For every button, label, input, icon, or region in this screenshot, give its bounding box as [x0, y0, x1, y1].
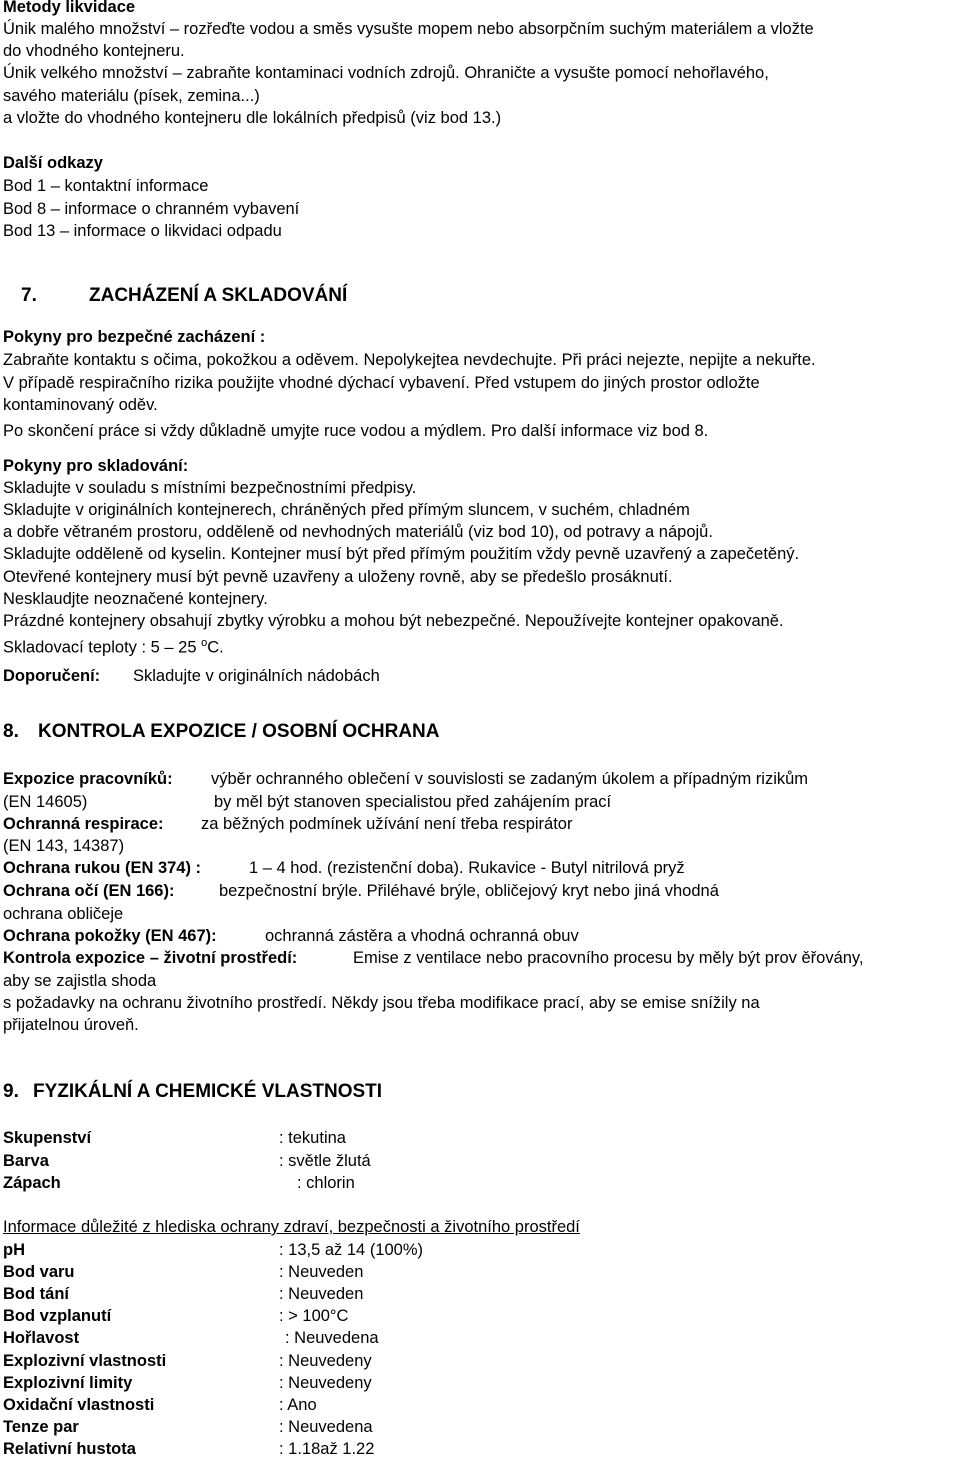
environment-label: Kontrola expozice – životní prostředí:: [3, 949, 298, 967]
respiration-standard: (EN 143, 14387): [3, 837, 125, 855]
handling-line-4: Po skončení práce si vždy důkladně umyjte ruce vodou a mýdlem. Pro další informace viz bod 8.: [3, 422, 709, 440]
section-9-number: 9.: [3, 1081, 19, 1102]
methods-line-5: a vložte do vhodného kontejneru dle lokálních předpisů (viz bod 13.): [3, 109, 502, 127]
methods-line-4: savého materiálu (písek, zemina...): [3, 87, 260, 105]
section-7-number: 7.: [21, 285, 37, 306]
skin-protection-value: ochranná zástěra a vhodná ochranná obuv: [265, 927, 579, 945]
prop-value: : světle žlutá: [279, 1152, 371, 1170]
environment-value-4: přijatelnou úroveň.: [3, 1016, 139, 1034]
handling-line-3: kontaminovaný oděv.: [3, 396, 158, 414]
storage-temp-unit: C.: [207, 638, 224, 657]
prop-value: : > 100°C: [279, 1307, 349, 1325]
exposure-value-2: by měl být stanoven specialistou před zahájením prací: [214, 793, 612, 811]
storage-temperature: [3, 632, 224, 659]
environment-value: Emise z ventilace nebo pracovního procesu by měly být prov ěřovány,: [353, 949, 864, 967]
storage-line-3: a dobře větraném prostoru, odděleně od nevhodných materiálů (viz bod 10), od potravy a nápojů.: [3, 523, 713, 541]
prop-value: : Neuveden: [279, 1263, 364, 1281]
prop-label: Oxidační vlastnosti: [3, 1396, 155, 1414]
prop-label: Explozivní limity: [3, 1374, 133, 1392]
eye-protection-value: bezpečnostní brýle. Přiléhavé brýle, obličejový kryt nebo jiná vhodná: [219, 882, 719, 900]
refs-title: Další odkazy: [3, 154, 103, 172]
exposure-label: Expozice pracovníků:: [3, 770, 173, 788]
hand-protection-label: Ochrana rukou (EN 374) :: [3, 859, 202, 877]
prop-label: Bod tání: [3, 1285, 69, 1303]
exposure-value: výběr ochranného oblečení v souvislosti se zadaným úkolem a případným rizikům: [211, 770, 809, 788]
refs-line-2: Bod 8 – informace o chranném vybavení: [3, 200, 300, 218]
section-9-title: FYZIKÁLNÍ A CHEMICKÉ VLASTNOSTI: [33, 1081, 383, 1102]
prop-value: : Ano: [279, 1396, 317, 1414]
environment-value-3: s požadavky na ochranu životního prostředí. Někdy jsou třeba modifikace prací, aby se emise snížily na: [3, 994, 760, 1012]
info-title: Informace důležité z hlediska ochrany zdraví, bezpečnosti a životního prostředí: [3, 1218, 580, 1236]
recommendation-label: Doporučení:: [3, 667, 101, 685]
prop-value: : chlorin: [297, 1174, 355, 1192]
prop-label: Barva: [3, 1152, 49, 1170]
storage-line-4: Skladujte odděleně od kyselin. Kontejner musí být před přímým použitím vždy pevně uzavřený a zapečetěný.: [3, 545, 800, 563]
storage-line-5: Otevřené kontejnery musí být pevně uzavřeny a uloženy rovně, aby se předešlo prosáknutí.: [3, 568, 673, 586]
section-8-number: 8.: [3, 721, 19, 742]
prop-label: Hořlavost: [3, 1329, 80, 1347]
section-7-title: ZACHÁZENÍ A SKLADOVÁNÍ: [89, 285, 348, 306]
prop-label: Tenze par: [3, 1418, 79, 1436]
prop-label: Bod vzplanutí: [3, 1307, 112, 1325]
eye-protection-value-2: ochrana obličeje: [3, 905, 124, 923]
prop-label: pH: [3, 1241, 25, 1259]
prop-value: : Neuvedena: [285, 1329, 379, 1347]
prop-value: : Neuvedeny: [279, 1374, 372, 1392]
storage-line-1: Skladujte v souladu s místními bezpečnostními předpisy.: [3, 479, 417, 497]
degree-sup: o: [201, 637, 208, 649]
refs-line-1: Bod 1 – kontaktní informace: [3, 177, 209, 195]
methods-line-2: do vhodného kontejneru.: [3, 42, 185, 60]
exposure-standard: (EN 14605): [3, 793, 88, 811]
handling-line-1: Zabraňte kontaktu s očima, pokožkou a oděvem. Nepolykejtea nevdechujte. Při práci nejezte, nepijte a nekuřte.: [3, 351, 816, 369]
skin-protection-label: Ochrana pokožky (EN 467):: [3, 927, 217, 945]
prop-value: : 13,5 až 14 (100%): [279, 1241, 424, 1259]
handling-title: Pokyny pro bezpečné zacházení :: [3, 328, 266, 346]
prop-label: Skupenství: [3, 1129, 92, 1147]
prop-value: : Neuveden: [279, 1285, 364, 1303]
storage-line-6: Nesklaudjte neoznačené kontejnery.: [3, 590, 268, 608]
recommendation-value: Skladujte v originálních nádobách: [133, 667, 380, 685]
storage-line-2: Skladujte v originálních kontejnerech, chráněných před přímým sluncem, v suchém, chladném: [3, 501, 690, 519]
prop-label: Bod varu: [3, 1263, 75, 1281]
respiration-value: za běžných podmínek užívání není třeba respirátor: [201, 815, 573, 833]
section-8-title: KONTROLA EXPOZICE / OSOBNÍ OCHRANA: [38, 721, 440, 742]
prop-label: Zápach: [3, 1174, 61, 1192]
storage-title: Pokyny pro skladování:: [3, 457, 189, 475]
environment-value-2: aby se zajistla shoda: [3, 972, 157, 990]
prop-value: : tekutina: [279, 1129, 346, 1147]
respiration-label: Ochranná respirace:: [3, 815, 164, 833]
handling-line-2: V případě respiračního rizika použijte vhodné dýchací vybavení. Před vstupem do jiných prostor odložte: [3, 374, 760, 392]
hand-protection-value: 1 – 4 hod. (rezistenční doba). Rukavice - Butyl nitrilová pryž: [249, 859, 685, 877]
methods-line-3: Únik velkého množství – zabraňte kontaminaci vodních zdrojů. Ohraničte a vysušte pomocí nehořlavého,: [3, 64, 769, 82]
prop-label: Relativní hustota: [3, 1440, 136, 1458]
methods-title: Metody likvidace: [3, 0, 136, 16]
prop-value: : Neuvedeny: [279, 1352, 372, 1370]
prop-value: : 1.18až 1.22: [279, 1440, 375, 1458]
prop-value: : Neuvedena: [279, 1418, 373, 1436]
methods-line-1: Únik malého množství – rozřeďte vodou a směs vysušte mopem nebo absorpčním suchým materiálem a vložte: [3, 20, 814, 38]
storage-temp-label: Skladovací teploty : 5 – 25: [3, 638, 202, 657]
refs-line-3: Bod 13 – informace o likvidaci odpadu: [3, 222, 282, 240]
prop-label: Explozivní vlastnosti: [3, 1352, 167, 1370]
eye-protection-label: Ochrana očí (EN 166):: [3, 882, 175, 900]
storage-line-7: Prázdné kontejnery obsahují zbytky výrobku a mohou být nebezpečné. Nepoužívejte kontejner opakovaně.: [3, 612, 784, 630]
